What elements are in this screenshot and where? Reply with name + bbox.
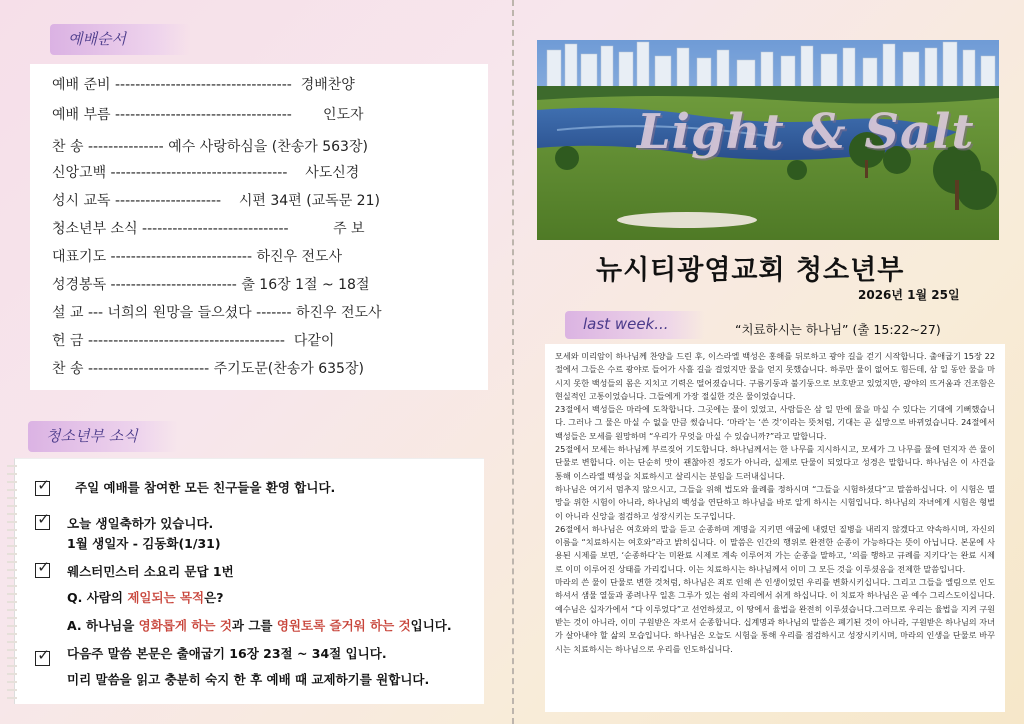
row-label: 찬 송: [52, 361, 84, 377]
next-week-text: 다음주 말씀 본문은 출애굽기 16장 23절 ~ 34절 입니다.: [67, 646, 387, 661]
row-label: 설 교: [52, 305, 84, 321]
row-label: 예배 부름: [52, 107, 111, 123]
worship-order-box: [30, 64, 488, 390]
bulletin-date: 2026년 1월 25일: [858, 288, 960, 302]
row-value: 인도자: [322, 107, 364, 123]
birthday-text: 오늘 생일축하가 있습니다.: [67, 516, 214, 531]
cover-photo: [537, 40, 999, 240]
row-dashes: ---------------------: [110, 193, 222, 209]
row-label: 신앙고백: [52, 165, 107, 181]
worship-row: [52, 160, 472, 186]
checkbox-icon: ✓: [35, 563, 50, 578]
row-value: 출 16장 1절 ~ 18절: [241, 277, 370, 293]
light-salt-logo: Light & Salt: [637, 104, 975, 160]
worship-row: [52, 188, 472, 214]
summary-paragraph: 마라의 쓴 물이 단물로 변한 것처럼, 하나님은 죄로 인해 쓴 인생이었던 우리를 변화시키십니다. 그리고 그들을 엘림으로 인도하셔서 샘물 열둘과 종려나무 일흔 그루가 있는 쉼의 자리에서 쉬게 하십니다. 이 치료자 하나님은 곧 예수 그리스도이십니다. 예수님은 십자가에서 “다 이루었다”고 선언하셨고, 이 땅에서 율법을 완전히 이루셨습니다.그러므로 우리는 율법을 지켜 구원받는 것이 아니라, 이미 구원받은 자로서 순종합니다. 십계명과 하나님의 말씀은 폐기된 것이 아니라, 구원받은 하나님의 자녀가 살아내야 할 삶의 모습입니다. 하나님은 오늘도 시험을 통해 우리를 점검하시고 성장시키시며, 마라의 인생을 단물로 바꾸시는 치료하시는 하나님으로 우리를 인도하십니다.: [555, 577, 995, 654]
worship-row: [52, 244, 472, 270]
youth-news-tag: 청소년부 소식: [28, 421, 178, 452]
row-dashes: ---------------: [83, 139, 164, 155]
row-value: 하진우 전도사: [295, 305, 382, 321]
summary-paragraph: 23절에서 백성들은 마라에 도착합니다. 그곳에는 물이 있었고, 사람들은 삼 일 만에 물을 마실 수 있다는 기대에 기뻐했습니다. 그러나 그 물은 마실 수 없을 만큼 썼습니다. ‘마라’는 ‘쓴 것’이라는 뜻처럼, 기대는 곧 실망으로 바뀌었습니다. 24절에서 백성들은 모세를 원망하며 “우리가 무엇을 마실 수 있습니까?”라고 말합니다.: [555, 404, 995, 441]
row-dashes: --- 너희의 원망을 들으셨다 -------: [83, 305, 292, 321]
worship-row: [52, 356, 472, 382]
birthday-names: 1월 생일자 - 김동화(1/31): [67, 536, 221, 551]
row-dashes: -------------------------: [106, 277, 237, 293]
row-label: 성경봉독: [52, 277, 107, 293]
row-value: 시편 34편 (교독문 21): [238, 193, 380, 209]
last-week-tag: last week...: [565, 311, 705, 339]
row-dashes: ----------------------------: [106, 249, 253, 265]
worship-row: [52, 216, 472, 242]
youth-news-box: [14, 458, 484, 704]
row-value: 경배찬양: [300, 77, 355, 93]
catechism-question: Q. 사람의 제일되는 목적은?: [67, 590, 224, 605]
row-dashes: -----------------------------------: [110, 107, 292, 123]
summary-paragraph: 25절에서 모세는 하나님께 부르짖어 기도합니다. 하나님께서는 한 나무를 지시하시고, 모세가 그 나무를 물에 던지자 쓴 물이 단물로 변합니다. 이는 단순히 맛이 괜찮아진 정도가 아니라, 실제로 단물이 되었다고 성경은 말합니다. 하나님은 이 사건을 통해 이스라엘 백성을 치료하시고 살리시는 분임을 드러내십니다.: [555, 444, 995, 481]
row-value: 예수 사랑하심을 (찬송가 563장): [168, 139, 368, 155]
row-dashes: ------------------------: [83, 361, 210, 377]
row-label: 청소년부 소식: [52, 221, 138, 237]
worship-row: [52, 72, 472, 98]
row-label: 성시 교독: [52, 193, 111, 209]
row-value: 주 보: [333, 221, 365, 237]
catechism-title: 웨스터민스터 소요리 문답 1번: [67, 564, 234, 579]
sermon-title: “치료하시는 하나님” (출 15:22~27): [735, 322, 941, 337]
row-value: 하진우 전도사: [256, 249, 343, 265]
row-dashes: -----------------------------: [137, 221, 289, 237]
row-label: 예배 준비: [52, 77, 111, 93]
row-value: 사도신경: [305, 165, 360, 181]
checkbox-icon: ✓: [35, 651, 50, 666]
row-dashes: -----------------------------------: [106, 165, 288, 181]
row-value: 주기도문(찬송가 635장): [213, 361, 364, 377]
summary-paragraph: 26절에서 하나님은 여호와의 말을 듣고 순종하며 계명을 지키면 애굽에 내렸던 질병을 내리지 않겠다고 약속하시며, 자신의 이름을 “치료하시는 여호와”라고 밝히십니다. 이 말씀은 인간의 행위로 완전한 순종이 가능하다는 뜻이 아닙니다. 본문에 사용된 시제를 보면, ‘순종하다’는 미완료 시제로 계속 이루어져 가는 순종을 말하고, ‘의를 행하고 규례를 지키다’는 완료 시제로 이미 이루어진 상태를 가리킵니다. 이는 치료하시는 하나님께서 이미 그 모든 것을 이루셨음을 전제한 말씀입니다.: [555, 523, 995, 574]
row-value: 다같이: [293, 333, 335, 349]
worship-row: [52, 300, 472, 326]
row-dashes: ---------------------------------------: [83, 333, 285, 349]
next-week-note: 미리 말씀을 읽고 충분히 숙지 한 후 예배 때 교제하기를 원합니다.: [67, 672, 430, 687]
row-label: 헌 금: [52, 333, 84, 349]
summary-paragraph: 모세와 미리암이 하나님께 찬양을 드린 후, 이스라엘 백성은 홍해를 뒤로하고 광야 길을 걷기 시작합니다. 출애굽기 15장 22절에서 그들은 수르 광야로 들어가 사흘 길을 걸었지만 물을 얻지 못했습니다. 하루만 물이 없어도 힘든데, 삼 일 동안 물을 마시지 못한 백성들의 몸은 지치고 기력은 떨어졌습니다. 구름기둥과 불기둥으로 보호받고 있었지만, 광야의 뜨거움과 건조함은 현실적인 고통이었습니다. 그들에게 가장 절실한 것은 물이었습니다.: [555, 351, 995, 401]
worship-row: [52, 134, 472, 160]
row-dashes: -----------------------------------: [110, 77, 292, 93]
sermon-summary: [545, 344, 1005, 712]
worship-row: [52, 102, 472, 128]
row-label: 찬 송: [52, 139, 84, 155]
worship-row: [52, 328, 472, 354]
checkbox-icon: ✓: [35, 481, 50, 496]
catechism-answer: A. 하나님을 영화롭게 하는 것과 그를 영원토록 즐거워 하는 것입니다.: [67, 618, 452, 633]
worship-order-tag: 예배순서: [50, 24, 190, 55]
summary-paragraph: 하나님은 여기서 멈추지 않으시고, 그들을 위해 법도와 율례를 정하시며 “그들을 시험하셨다”고 말씀하십니다. 이 시험은 멸망을 위한 시험이 아니라, 하나님의 백성을 연단하고 하나님을 바로 알게 하시는 시험입니다. 하나님의 자녀에게 시험은 형벌이 아니라 신앙을 점검하고 성장시키는 도구입니다.: [555, 483, 995, 521]
worship-row: [52, 272, 472, 298]
checkbox-icon: ✓: [35, 515, 50, 530]
row-label: 대표기도: [52, 249, 107, 265]
fold-line: [512, 0, 514, 724]
church-title: 뉴시티광염교회 청소년부: [596, 255, 905, 286]
welcome-text: 주일 예배를 참여한 모든 친구들을 환영 합니다.: [75, 480, 336, 495]
